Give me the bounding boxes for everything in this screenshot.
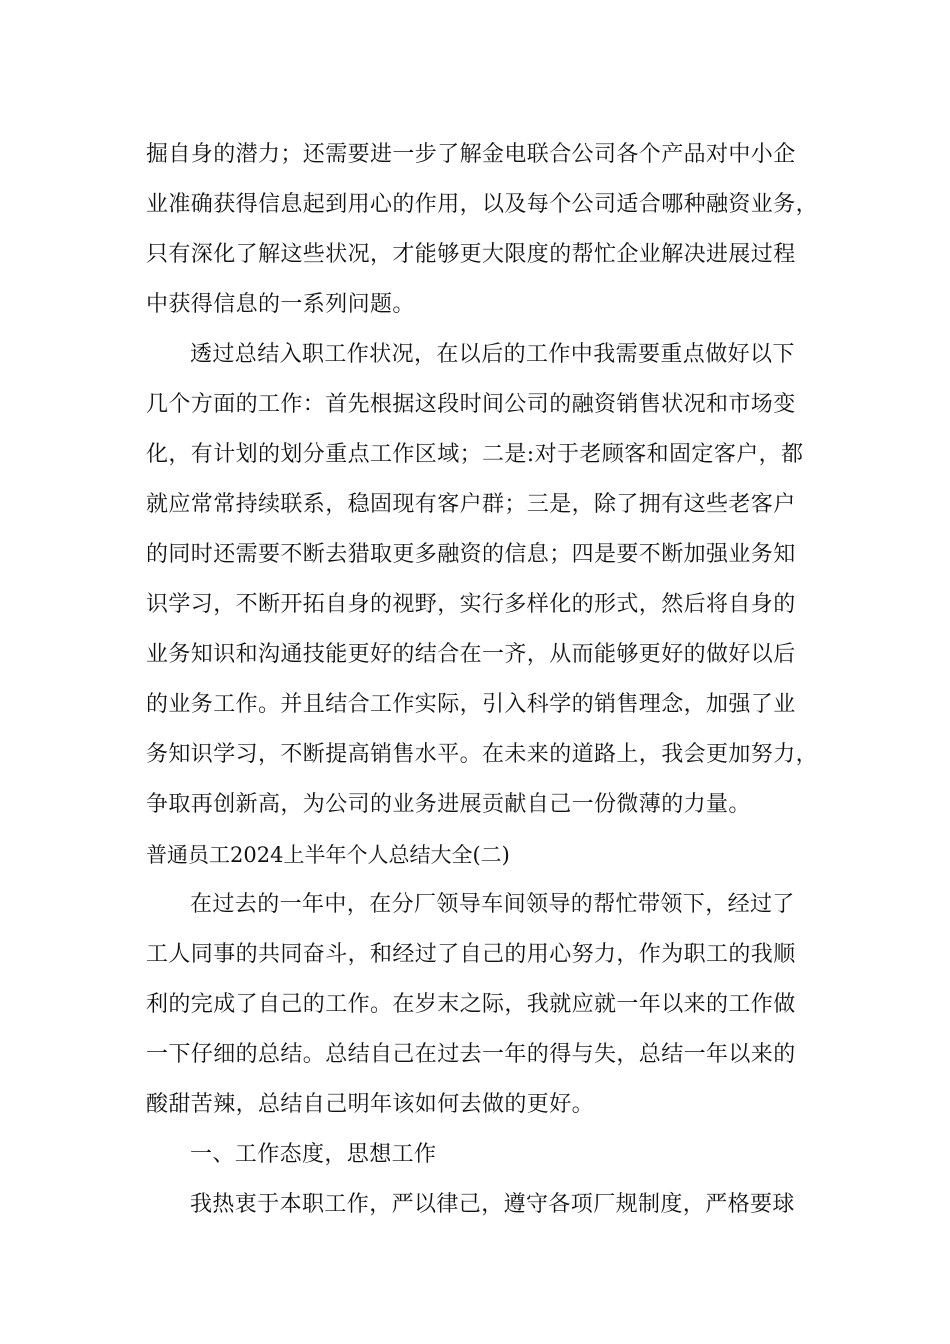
text-line: 在过去的一年中，在分厂领导车间领导的帮忙带领下，经过了 <box>190 892 795 917</box>
text-line: 就应常常持续联系，稳固现有客户群；三是，除了拥有这些老客户 <box>146 492 796 517</box>
text-line: 一下仔细的总结。总结自己在过去一年的得与失，总结一年以来的 <box>146 1042 796 1067</box>
text-line: 务知识学习，不断提高销售水平。在未来的道路上，我会更加努力， <box>146 742 819 767</box>
text-line: 透过总结入职工作状况，在以后的工作中我需要重点做好以下 <box>190 342 795 367</box>
subsection-heading: 一、工作态度，思想工作 <box>190 1142 437 1167</box>
text-line: 利的完成了自己的工作。在岁末之际，我就应就一年以来的工作做 <box>146 992 796 1017</box>
text-line: 中获得信息的一系列问题。 <box>146 292 415 317</box>
paragraph-1 <box>146 130 826 330</box>
text-line: 争取再创新高，为公司的业务进展贡献自己一份微薄的力量。 <box>146 792 751 817</box>
text-line: 工人同事的共同奋斗，和经过了自己的用心努力，作为职工的我顺 <box>146 942 796 967</box>
text-line: 的同时还需要不断去猎取更多融资的信息；四是要不断加强业务知 <box>146 542 796 567</box>
text-line: 业务知识和沟通技能更好的结合在一齐，从而能够更好的做好以后 <box>146 642 796 667</box>
document-page <box>146 130 826 1230</box>
text-line: 我热衷于本职工作，严以律己，遵守各项厂规制度，严格要球 <box>190 1192 795 1217</box>
text-line: 识学习，不断开拓自身的视野，实行多样化的形式，然后将自身的 <box>146 592 796 617</box>
paragraph-3 <box>146 880 826 1130</box>
text-line: 只有深化了解这些状况，才能够更大限度的帮忙企业解决进展过程 <box>146 242 796 267</box>
section-title: 普通员工2024上半年个人总结大全(二) <box>146 843 510 867</box>
paragraph-2 <box>146 330 826 830</box>
text-line: 化，有计划的划分重点工作区域；二是:对于老顾客和固定客户，都 <box>146 442 804 467</box>
text-line: 酸甜苦辣，总结自己明年该如何去做的更好。 <box>146 1092 595 1117</box>
text-line: 业准确获得信息起到用心的作用，以及每个公司适合哪种融资业务， <box>146 192 819 217</box>
text-line: 掘自身的潜力；还需要进一步了解金电联合公司各个产品对中小企 <box>146 142 796 167</box>
text-line: 的业务工作。并且结合工作实际，引入科学的销售理念，加强了业 <box>146 692 796 717</box>
text-line: 几个方面的工作：首先根据这段时间公司的融资销售状况和市场变 <box>146 392 796 417</box>
paragraph-4 <box>146 1180 826 1230</box>
